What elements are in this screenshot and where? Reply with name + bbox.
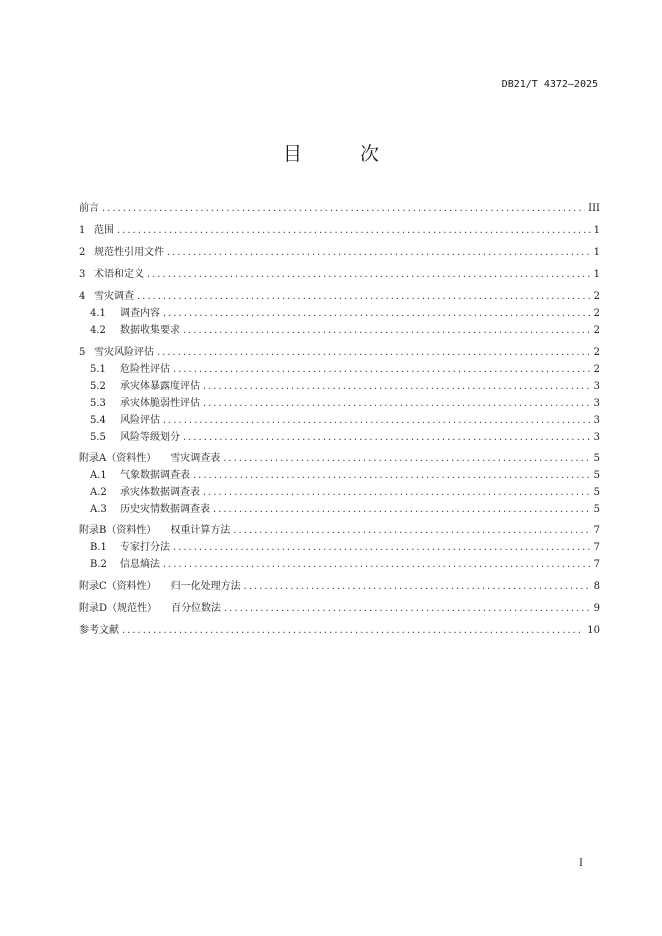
toc-entry-entropy-method[interactable] xyxy=(90,558,600,572)
toc-leader xyxy=(163,414,591,428)
toc-entry-page: 3 xyxy=(593,398,600,409)
toc-entry-title: 信息熵法 xyxy=(120,559,160,570)
toc-entry-title: 前言 xyxy=(79,203,99,214)
toc-leader xyxy=(183,431,591,445)
toc-entry-number: 5.1 xyxy=(90,364,106,375)
toc-entry-risk-assessment[interactable] xyxy=(79,346,600,360)
toc-leader xyxy=(163,307,591,321)
toc-entry-number: 附录B（资料性） xyxy=(79,525,157,536)
toc-entry-title: 历史灾情数据调查表 xyxy=(120,504,210,515)
toc-entry-number: 附录A（资料性） xyxy=(79,453,157,464)
toc-entry-historical-table[interactable] xyxy=(90,503,600,517)
toc-leader xyxy=(167,246,591,260)
toc-leader xyxy=(102,202,585,216)
toc-leader xyxy=(213,503,591,517)
toc-entry-page: 8 xyxy=(593,581,600,592)
toc-entry-title: 气象数据调查表 xyxy=(120,470,190,481)
toc-entry-page: 3 xyxy=(593,432,600,443)
toc-leader xyxy=(203,380,591,394)
toc-entry-page: 9 xyxy=(593,603,600,614)
toc-leader xyxy=(122,624,584,638)
toc-entry-title: 承灾体脆弱性评估 xyxy=(120,398,200,409)
toc-entry-title: 数据收集要求 xyxy=(120,325,180,336)
toc-entry-number: 附录C（资料性） xyxy=(79,581,157,592)
toc-entry-survey-content[interactable] xyxy=(90,307,600,321)
toc-entry-number: 5.2 xyxy=(90,381,106,392)
toc-entry-title: 雪灾调查 xyxy=(94,291,134,302)
toc-leader xyxy=(147,268,591,282)
toc-leader xyxy=(223,452,590,466)
toc-entry-risk-evaluation[interactable] xyxy=(90,414,600,428)
toc-entry-appendix-b[interactable] xyxy=(79,524,600,538)
toc-entry-references[interactable] xyxy=(79,624,600,638)
toc-entry-title: 风险等级划分 xyxy=(120,432,180,443)
toc-entry-title: 归一化处理方法 xyxy=(170,581,241,592)
toc-entry-number: 4.1 xyxy=(90,308,106,319)
toc-entry-data-collection[interactable] xyxy=(90,324,600,338)
toc-entry-number: 5.3 xyxy=(90,398,106,409)
toc-entry-terms-definitions[interactable] xyxy=(79,268,600,282)
toc-entry-number: 5 xyxy=(79,347,86,358)
toc-entry-number: 5.4 xyxy=(90,415,106,426)
toc-entry-page: 2 xyxy=(593,325,600,336)
toc-entry-appendix-a[interactable] xyxy=(79,452,600,466)
toc-entry-exposure-assessment[interactable] xyxy=(90,380,600,394)
toc-entry-number: B.1 xyxy=(90,542,107,553)
toc-leader xyxy=(244,580,591,594)
toc-entry-page: 10 xyxy=(587,625,600,636)
document-code: DB21/T 4372—2025 xyxy=(501,79,598,90)
toc-entry-title: 雪灾调查表 xyxy=(170,453,221,464)
toc-entry-number: A.2 xyxy=(90,487,107,498)
toc-entry-page: 2 xyxy=(593,291,600,302)
toc-entry-title: 雪灾风险评估 xyxy=(94,347,154,358)
toc-entry-number: A.3 xyxy=(90,504,107,515)
toc-title: 目 次 xyxy=(282,143,406,165)
toc-leader xyxy=(163,558,591,572)
toc-leader xyxy=(173,541,591,555)
toc-entry-title: 调查内容 xyxy=(120,308,160,319)
toc-leader xyxy=(117,224,591,238)
toc-entry-title: 百分位数法 xyxy=(171,603,222,614)
toc-entry-page: 5 xyxy=(593,504,600,515)
toc-entry-page: 2 xyxy=(593,308,600,319)
toc-entry-page: 1 xyxy=(593,269,600,280)
toc-entry-expert-scoring[interactable] xyxy=(90,541,600,555)
toc-entry-page: 3 xyxy=(593,381,600,392)
toc-leader xyxy=(183,324,591,338)
page-number: I xyxy=(579,858,583,869)
toc-entry-number: 3 xyxy=(79,269,86,280)
toc-entry-page: 7 xyxy=(593,525,600,536)
toc-entry-title: 参考文献 xyxy=(79,625,119,636)
toc-entry-page: 5 xyxy=(593,453,600,464)
toc-entry-page: 2 xyxy=(593,347,600,358)
toc-entry-risk-grading[interactable] xyxy=(90,431,600,445)
toc-entry-page: 2 xyxy=(593,364,600,375)
toc-entry-page: 7 xyxy=(593,559,600,570)
toc-entry-page: III xyxy=(588,203,600,214)
toc-entry-page: 7 xyxy=(593,542,600,553)
toc-entry-title: 术语和定义 xyxy=(94,269,144,280)
toc-entry-appendix-d[interactable] xyxy=(79,602,600,616)
toc-leader xyxy=(224,602,591,616)
toc-entry-number: 1 xyxy=(79,225,86,236)
toc-entry-snow-survey[interactable] xyxy=(79,290,600,304)
toc-entry-title: 权重计算方法 xyxy=(170,525,231,536)
toc-entry-hazard-assessment[interactable] xyxy=(90,363,600,377)
toc-entry-scope[interactable] xyxy=(79,224,600,238)
toc-leader xyxy=(193,469,591,483)
toc-entry-title: 范围 xyxy=(94,225,114,236)
toc-leader xyxy=(203,397,591,411)
toc-entry-number: 2 xyxy=(79,247,86,258)
toc-entry-foreword[interactable] xyxy=(79,202,600,216)
toc-entry-title: 专家打分法 xyxy=(120,542,170,553)
toc-entry-number: 5.5 xyxy=(90,432,106,443)
toc-entry-page: 5 xyxy=(593,470,600,481)
toc-leader xyxy=(157,346,591,360)
toc-entry-title: 规范性引用文件 xyxy=(94,247,164,258)
toc-entry-number: 4 xyxy=(79,291,86,302)
toc-entry-title: 承灾体数据调查表 xyxy=(120,487,200,498)
toc-leader xyxy=(137,290,591,304)
toc-entry-number: A.1 xyxy=(90,470,107,481)
toc-leader xyxy=(173,363,591,377)
toc-entry-title: 承灾体暴露度评估 xyxy=(120,381,200,392)
toc-entry-page: 5 xyxy=(593,487,600,498)
toc-entry-number: 附录D（规范性） xyxy=(79,603,158,614)
toc-entry-normative-references[interactable] xyxy=(79,246,600,260)
toc-entry-vulnerability-assessment[interactable] xyxy=(90,397,600,411)
toc-entry-number: B.2 xyxy=(90,559,107,570)
toc-leader xyxy=(233,524,590,538)
toc-entry-title: 危险性评估 xyxy=(120,364,170,375)
toc-entry-exposure-table[interactable] xyxy=(90,486,600,500)
toc-entry-appendix-c[interactable] xyxy=(79,580,600,594)
toc-leader xyxy=(203,486,591,500)
toc-entry-number: 4.2 xyxy=(90,325,106,336)
toc-entry-meteorological-table[interactable] xyxy=(90,469,600,483)
toc-entry-page: 1 xyxy=(593,225,600,236)
toc-entry-page: 3 xyxy=(593,415,600,426)
toc-entry-page: 1 xyxy=(593,247,600,258)
toc-entry-title: 风险评估 xyxy=(120,415,160,426)
